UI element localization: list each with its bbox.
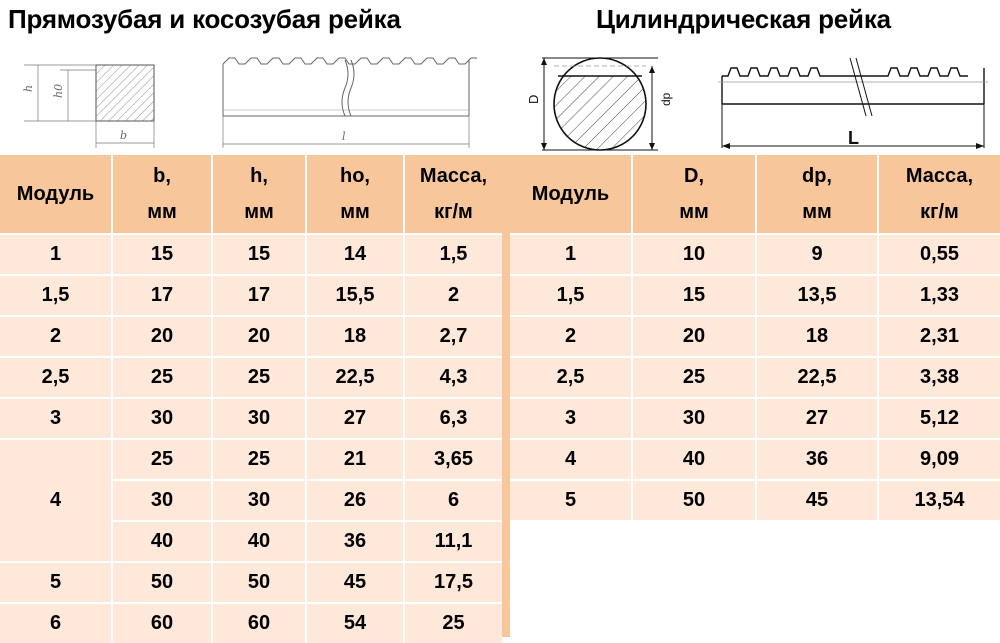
cell-h: 50 xyxy=(212,562,306,603)
table-row xyxy=(0,439,502,480)
cell-module: 3 xyxy=(0,398,112,439)
cell-ho: 45 xyxy=(306,562,404,603)
cell-module: 6 xyxy=(0,603,112,643)
dim-l-label: l xyxy=(342,130,346,143)
cell-mass: 1,33 xyxy=(878,275,1000,316)
dim-h0-label: h0 xyxy=(52,83,65,98)
table-row xyxy=(510,316,1000,357)
cylindrical-rack-side-view-drawing xyxy=(716,52,992,152)
table-row xyxy=(0,357,502,398)
cell-mass: 17,5 xyxy=(404,562,502,603)
header-D: D, мм xyxy=(632,155,756,234)
header-dp: dp, мм xyxy=(756,155,878,234)
cell-D: 15 xyxy=(632,275,756,316)
cell-D: 40 xyxy=(632,439,756,480)
table-row xyxy=(510,398,1000,439)
cell-module: 1 xyxy=(510,234,632,275)
cell-D: 50 xyxy=(632,480,756,520)
cell-mass: 9,09 xyxy=(878,439,1000,480)
dim-L-label: L xyxy=(848,128,859,148)
cell-h: 40 xyxy=(212,521,306,562)
cell-mass: 5,12 xyxy=(878,398,1000,439)
cell-mass: 11,1 xyxy=(404,521,502,562)
cell-ho: 14 xyxy=(306,234,404,275)
header-ho: ho, мм xyxy=(306,155,404,234)
cell-mass: 6 xyxy=(404,480,502,521)
right-section-title: Цилиндрическая рейка xyxy=(596,4,891,34)
dim-D-label: D xyxy=(526,94,541,104)
cell-ho: 36 xyxy=(306,521,404,562)
cell-mass: 2,7 xyxy=(404,316,502,357)
cell-D: 20 xyxy=(632,316,756,357)
header-mass: Масса, кг/м xyxy=(878,155,1000,234)
cell-h: 15 xyxy=(212,234,306,275)
cell-D: 30 xyxy=(632,398,756,439)
cell-dp: 22,5 xyxy=(756,357,878,398)
table-row xyxy=(510,275,1000,316)
table-row xyxy=(510,439,1000,480)
cell-module: 2 xyxy=(510,316,632,357)
left-section-title: Прямозубая и косозубая рейка xyxy=(8,4,401,34)
cylindrical-rack-cross-section-drawing xyxy=(518,44,678,156)
cell-mass: 0,55 xyxy=(878,234,1000,275)
cell-dp: 18 xyxy=(756,316,878,357)
header-b: b, мм xyxy=(112,155,212,234)
cell-ho: 54 xyxy=(306,603,404,643)
cell-b: 25 xyxy=(112,357,212,398)
table-row xyxy=(510,234,1000,275)
table-row xyxy=(0,562,502,603)
cell-ho: 27 xyxy=(306,398,404,439)
cell-b: 50 xyxy=(112,562,212,603)
table-row xyxy=(0,316,502,357)
cell-b: 30 xyxy=(112,480,212,521)
table-row xyxy=(0,398,502,439)
cell-module: 2 xyxy=(0,316,112,357)
cell-mass: 3,65 xyxy=(404,439,502,480)
table-row xyxy=(0,275,502,316)
spur-rack-side-view-drawing xyxy=(215,46,477,152)
cell-h: 30 xyxy=(212,480,306,521)
cell-h: 20 xyxy=(212,316,306,357)
spur-rack-spec-table xyxy=(0,155,502,643)
cell-module: 1,5 xyxy=(510,275,632,316)
header-module: Модуль xyxy=(510,155,632,234)
cell-module: 2,5 xyxy=(510,357,632,398)
cell-h: 60 xyxy=(212,603,306,643)
cylindrical-rack-spec-table xyxy=(510,155,1000,520)
cell-ho: 26 xyxy=(306,480,404,521)
cell-dp: 45 xyxy=(756,480,878,520)
cell-module: 5 xyxy=(0,562,112,603)
cell-module: 5 xyxy=(510,480,632,520)
cell-b: 17 xyxy=(112,275,212,316)
spur-rack-cross-section-drawing xyxy=(20,48,170,152)
header-mass: Масса, кг/м xyxy=(404,155,502,234)
cell-b: 25 xyxy=(112,439,212,480)
cell-mass: 3,38 xyxy=(878,357,1000,398)
cell-h: 30 xyxy=(212,398,306,439)
cell-mass: 1,5 xyxy=(404,234,502,275)
cell-module: 1,5 xyxy=(0,275,112,316)
cell-module: 1 xyxy=(0,234,112,275)
cell-module-merged: 4 xyxy=(0,439,112,562)
cell-module: 3 xyxy=(510,398,632,439)
header-module: Модуль xyxy=(0,155,112,234)
cell-mass: 2,31 xyxy=(878,316,1000,357)
dim-h-label: h xyxy=(22,84,35,92)
cell-D: 25 xyxy=(632,357,756,398)
cell-mass: 4,3 xyxy=(404,357,502,398)
cell-dp: 9 xyxy=(756,234,878,275)
cell-dp: 27 xyxy=(756,398,878,439)
table-row xyxy=(0,234,502,275)
cell-module: 2,5 xyxy=(0,357,112,398)
cell-b: 40 xyxy=(112,521,212,562)
cell-ho: 18 xyxy=(306,316,404,357)
cell-b: 20 xyxy=(112,316,212,357)
cell-b: 15 xyxy=(112,234,212,275)
cell-dp: 13,5 xyxy=(756,275,878,316)
right-table-tail xyxy=(510,517,1000,637)
dim-b-label: b xyxy=(120,129,128,142)
cell-D: 10 xyxy=(632,234,756,275)
cell-ho: 15,5 xyxy=(306,275,404,316)
table-row xyxy=(510,480,1000,520)
table-separator xyxy=(502,155,510,637)
cell-mass: 6,3 xyxy=(404,398,502,439)
header-h: h, мм xyxy=(212,155,306,234)
cell-b: 60 xyxy=(112,603,212,643)
cell-h: 25 xyxy=(212,439,306,480)
table-row xyxy=(0,603,502,643)
table-row xyxy=(510,357,1000,398)
cell-module: 4 xyxy=(510,439,632,480)
cell-ho: 22,5 xyxy=(306,357,404,398)
cell-mass: 2 xyxy=(404,275,502,316)
cell-mass: 13,54 xyxy=(878,480,1000,520)
cell-b: 30 xyxy=(112,398,212,439)
cell-ho: 21 xyxy=(306,439,404,480)
cell-mass: 25 xyxy=(404,603,502,643)
dim-dp-label: dp xyxy=(659,92,673,106)
cell-h: 17 xyxy=(212,275,306,316)
cell-dp: 36 xyxy=(756,439,878,480)
cell-h: 25 xyxy=(212,357,306,398)
